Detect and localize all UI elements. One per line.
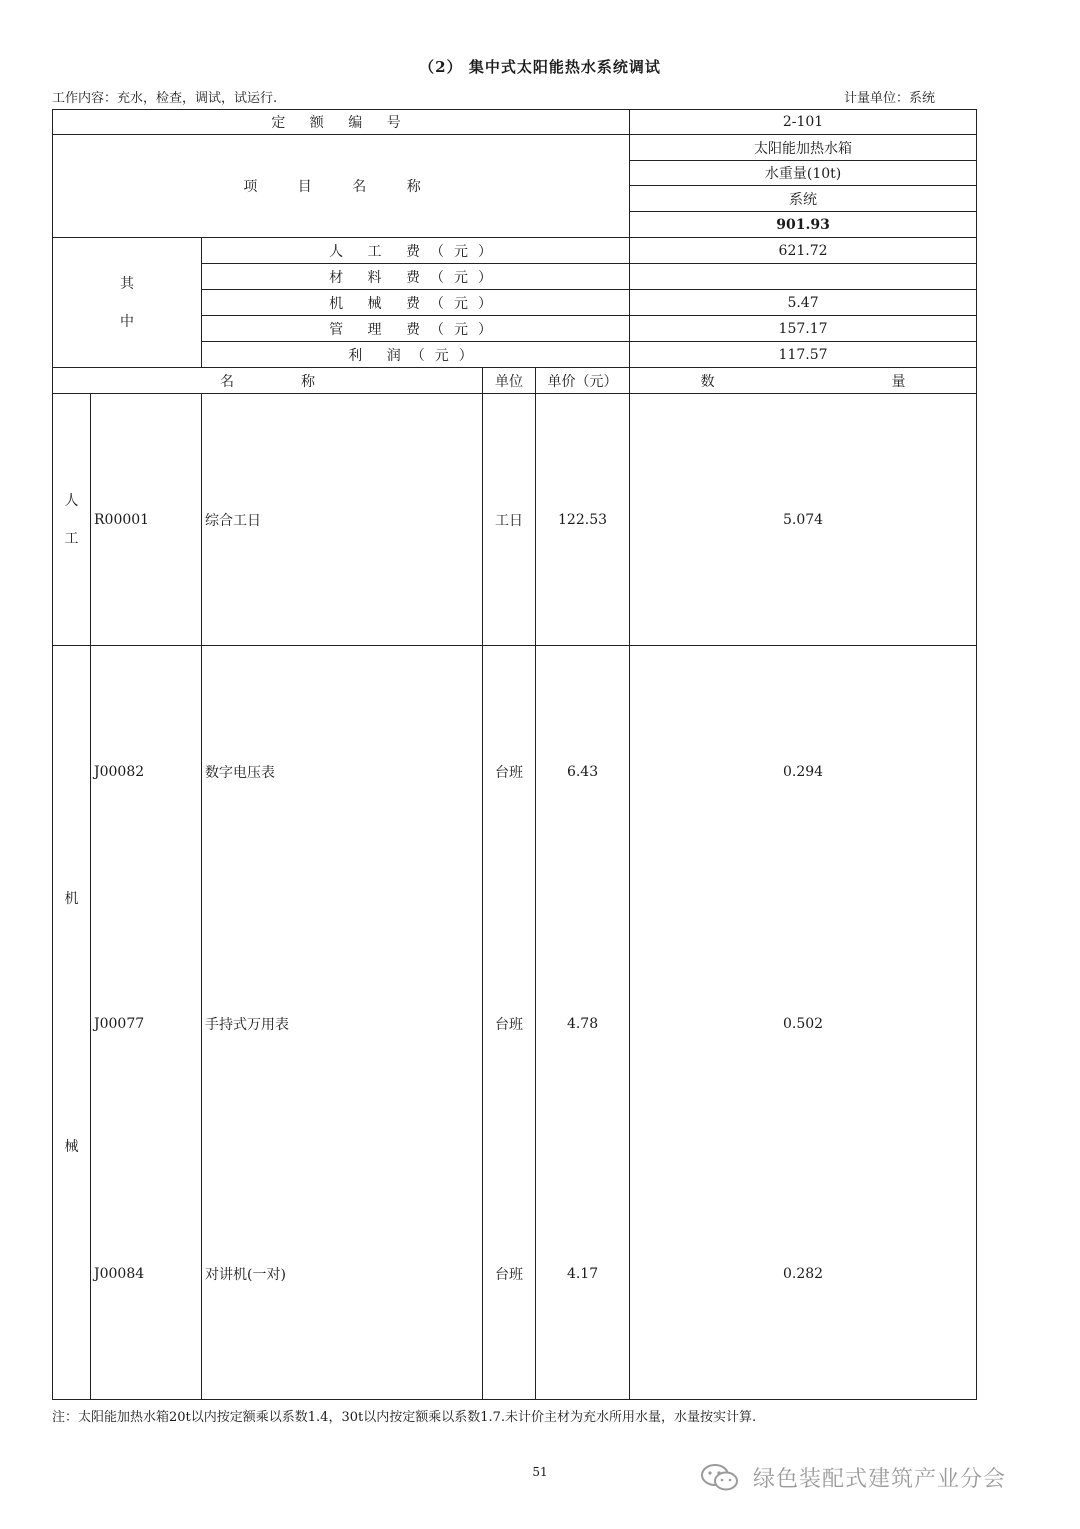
resource-quantity: 5.074 [630,394,977,646]
quota-number-label: 定 额 编 号 [53,110,630,135]
resource-name: 手持式万用表 [202,898,483,1150]
cost-label: 人 工 费（元） [202,238,630,264]
cost-group-label-2: 中 [120,313,134,330]
page-number: 51 [532,1465,548,1479]
labor-category-label-1: 人 [64,492,79,509]
resource-unit-price: 122.53 [536,394,630,646]
resource-unit: 工日 [483,394,536,646]
base-price: 901.93 [630,212,977,238]
quota-table [52,109,977,1400]
resource-quantity: 0.282 [630,1150,977,1400]
work-content: 工作内容：充水，检查，调试，试运行. [52,91,278,106]
item-name-row [53,135,977,161]
resource-name: 综合工日 [202,394,483,646]
table-row [53,646,977,898]
column-header-name-a: 名 [220,373,235,390]
item-name-line-1: 太阳能加热水箱 [630,135,977,161]
cost-label: 机 械 费（元） [202,290,630,316]
watermark [700,1462,1006,1493]
resource-quantity: 0.294 [630,646,977,898]
machinery-category-label [53,646,91,1400]
cost-value: 117.57 [630,342,977,368]
page-title: （2） 集中式太阳能热水系统调试 [419,58,661,76]
resource-name: 对讲机(一对) [202,1150,483,1400]
resource-code: R00001 [91,394,202,646]
resource-unit: 台班 [483,898,536,1150]
watermark-text: 绿色装配式建筑产业分会 [753,1467,1007,1492]
cost-label: 管 理 费（元） [202,316,630,342]
quota-number-row [53,110,977,135]
quota-number: 2-101 [630,110,977,135]
item-name-label: 项 目 名 称 [53,135,630,238]
column-header-quantity-b: 量 [891,373,906,390]
column-header-row [53,368,977,394]
column-header-unit-price: 单价（元） [536,368,630,394]
resource-code: J00082 [91,646,202,898]
resource-code: J00084 [91,1150,202,1400]
machinery-category-label-2: 械 [64,1138,79,1155]
column-header-name-b: 称 [300,373,315,390]
cost-label: 利 润（元） [202,342,630,368]
machinery-category-label-1: 机 [64,890,79,907]
resource-unit-price: 4.78 [536,898,630,1150]
item-name-line-2: 水重量(10t) [630,161,977,186]
cost-value: 5.47 [630,290,977,316]
resource-unit-price: 6.43 [536,646,630,898]
cost-group-label-1: 其 [120,275,134,292]
cost-value: 621.72 [630,238,977,264]
cost-label: 材 料 费（元） [202,264,630,290]
resource-unit: 台班 [483,646,536,898]
column-header-name [53,368,483,394]
cost-row-labor [53,238,977,264]
cost-group-label [53,238,202,368]
column-header-unit: 单位 [483,368,536,394]
unit-of-measure: 计量单位：系统 [843,91,935,106]
resource-quantity: 0.502 [630,898,977,1150]
table-row [53,394,977,646]
resource-name: 数字电压表 [202,646,483,898]
footnote: 注：太阳能加热水箱20t以内按定额乘以系数1.4，30t以内按定额乘以系数1.7.未计价主材为充水所用水量，水量按实计算. [52,1410,757,1425]
resource-code: J00077 [91,898,202,1150]
table-row [53,898,977,1150]
labor-category-label-2: 工 [64,530,79,547]
column-header-quantity [630,368,977,394]
cost-value: 157.17 [630,316,977,342]
labor-category-label [53,394,91,646]
cost-value [630,264,977,290]
wechat-icon [700,1463,740,1493]
resource-unit: 台班 [483,1150,536,1400]
column-header-quantity-a: 数 [700,373,715,390]
item-name-line-3: 系统 [630,186,977,212]
table-row [53,1150,977,1400]
resource-unit-price: 4.17 [536,1150,630,1400]
